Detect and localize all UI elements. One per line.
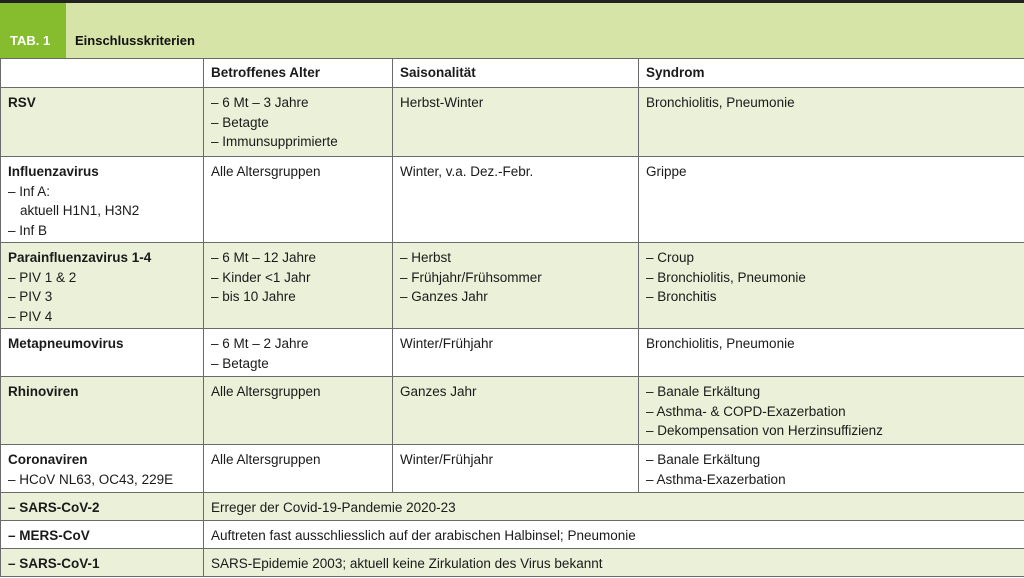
age-value: Alle Altersgruppen (211, 384, 321, 399)
column-header-syndrome: Syndrom (639, 59, 1024, 88)
age-value: – 6 Mt – 2 Jahre (211, 336, 309, 351)
virus-subtype: – PIV 3 (8, 289, 53, 304)
season-cell (393, 377, 639, 445)
syndrome-cell (639, 329, 1024, 377)
virus-cell (1, 157, 204, 243)
description-cell (204, 493, 1024, 521)
syndrome-value: – Banale Erkältung (646, 384, 761, 399)
description-value: Auftreten fast ausschliesslich auf der arabischen Halbinsel; Pneumonie (211, 528, 636, 543)
syndrome-cell (639, 445, 1024, 493)
age-cell (204, 377, 393, 445)
syndrome-cell (639, 243, 1024, 329)
syndrome-cell (639, 377, 1024, 445)
age-cell (204, 157, 393, 243)
virus-name: RSV (8, 95, 36, 110)
syndrome-value: – Banale Erkältung (646, 452, 761, 467)
table-header-row (1, 59, 1024, 88)
column-header-age: Betroffenes Alter (204, 59, 393, 88)
inclusion-criteria-table (0, 58, 1024, 577)
virus-subtype: – Inf B (8, 222, 48, 238)
season-value: – Ganzes Jahr (400, 289, 488, 304)
syndrome-value: Bronchiolitis, Pneumonie (646, 336, 795, 351)
table-number-badge (0, 3, 66, 58)
virus-subtype: – PIV 1 & 2 (8, 269, 77, 285)
table-row (1, 445, 1024, 493)
virus-name: – SARS-CoV-2 (8, 500, 100, 515)
virus-subtype: – HCoV NL63, OC43, 229E (8, 471, 174, 487)
column-header-virus (1, 59, 204, 88)
table-row-span (1, 521, 1024, 549)
table-body (1, 88, 1024, 577)
season-value: Winter, v.a. Dez.-Febr. (400, 164, 534, 179)
virus-cell (1, 549, 204, 577)
syndrome-value: – Dekompensation von Herzinsuffizienz (646, 423, 883, 438)
age-cell (204, 329, 393, 377)
virus-cell (1, 329, 204, 377)
table-title: Einschlusskriterien (75, 33, 195, 48)
age-value: – bis 10 Jahre (211, 289, 296, 304)
column-header-season: Saisonalität (393, 59, 639, 88)
season-cell (393, 445, 639, 493)
virus-subtype: aktuell H1N1, H3N2 (20, 203, 140, 218)
virus-name: Parainfluenzavirus 1-4 (8, 250, 152, 265)
table-row (1, 329, 1024, 377)
season-value: – Herbst (400, 250, 452, 265)
virus-name: Influenzavirus (8, 164, 99, 179)
syndrome-cell (639, 88, 1024, 157)
age-value: Alle Altersgruppen (211, 452, 321, 467)
syndrome-value: – Asthma- & COPD-Exazerbation (646, 403, 846, 419)
table-row (1, 243, 1024, 329)
season-cell (393, 329, 639, 377)
description-value: SARS-Epidemie 2003; aktuell keine Zirkulation des Virus bekannt (211, 556, 603, 571)
table-number-label: TAB. 1 (10, 33, 51, 48)
season-value: – Frühjahr/Frühsommer (400, 269, 542, 285)
virus-cell (1, 521, 204, 549)
virus-cell (1, 493, 204, 521)
age-value: – Betagte (211, 114, 269, 130)
virus-name: Metapneumovirus (8, 336, 124, 351)
table-row (1, 88, 1024, 157)
description-cell (204, 549, 1024, 577)
virus-cell (1, 243, 204, 329)
season-value: Winter/Frühjahr (400, 452, 494, 467)
table-caption-bar (0, 3, 1024, 58)
table-row-span (1, 493, 1024, 521)
table-row (1, 157, 1024, 243)
age-cell (204, 445, 393, 493)
age-value: – 6 Mt – 3 Jahre (211, 95, 309, 110)
age-value: – Betagte (211, 355, 269, 371)
season-value: Herbst-Winter (400, 95, 484, 110)
age-cell (204, 88, 393, 157)
virus-name: Rhinoviren (8, 384, 79, 399)
virus-subtype: – Inf A: (8, 183, 51, 199)
table-row-span (1, 549, 1024, 577)
season-value: Winter/Frühjahr (400, 336, 494, 351)
description-value: Erreger der Covid-19-Pandemie 2020-23 (211, 500, 456, 515)
virus-subtype: – PIV 4 (8, 308, 53, 324)
syndrome-value: – Croup (646, 250, 695, 265)
age-value: – 6 Mt – 12 Jahre (211, 250, 317, 265)
age-value: Alle Altersgruppen (211, 164, 321, 179)
syndrome-value: – Bronchitis (646, 289, 717, 304)
season-cell (393, 243, 639, 329)
syndrome-cell (639, 157, 1024, 243)
virus-name: – SARS-CoV-1 (8, 556, 100, 571)
virus-name: Coronaviren (8, 452, 88, 467)
table-row (1, 377, 1024, 445)
virus-cell (1, 88, 204, 157)
age-value: – Kinder <1 Jahr (211, 269, 311, 285)
description-cell (204, 521, 1024, 549)
virus-cell (1, 445, 204, 493)
syndrome-value: – Asthma-Exazerbation (646, 471, 786, 487)
syndrome-value: – Bronchiolitis, Pneumonie (646, 269, 806, 285)
syndrome-value: Grippe (646, 164, 687, 179)
syndrome-value: Bronchiolitis, Pneumonie (646, 95, 795, 110)
season-cell (393, 157, 639, 243)
age-cell (204, 243, 393, 329)
virus-cell (1, 377, 204, 445)
virus-name: – MERS-CoV (8, 528, 90, 543)
season-value: Ganzes Jahr (400, 384, 477, 399)
age-value: – Immunsupprimierte (211, 134, 338, 149)
season-cell (393, 88, 639, 157)
